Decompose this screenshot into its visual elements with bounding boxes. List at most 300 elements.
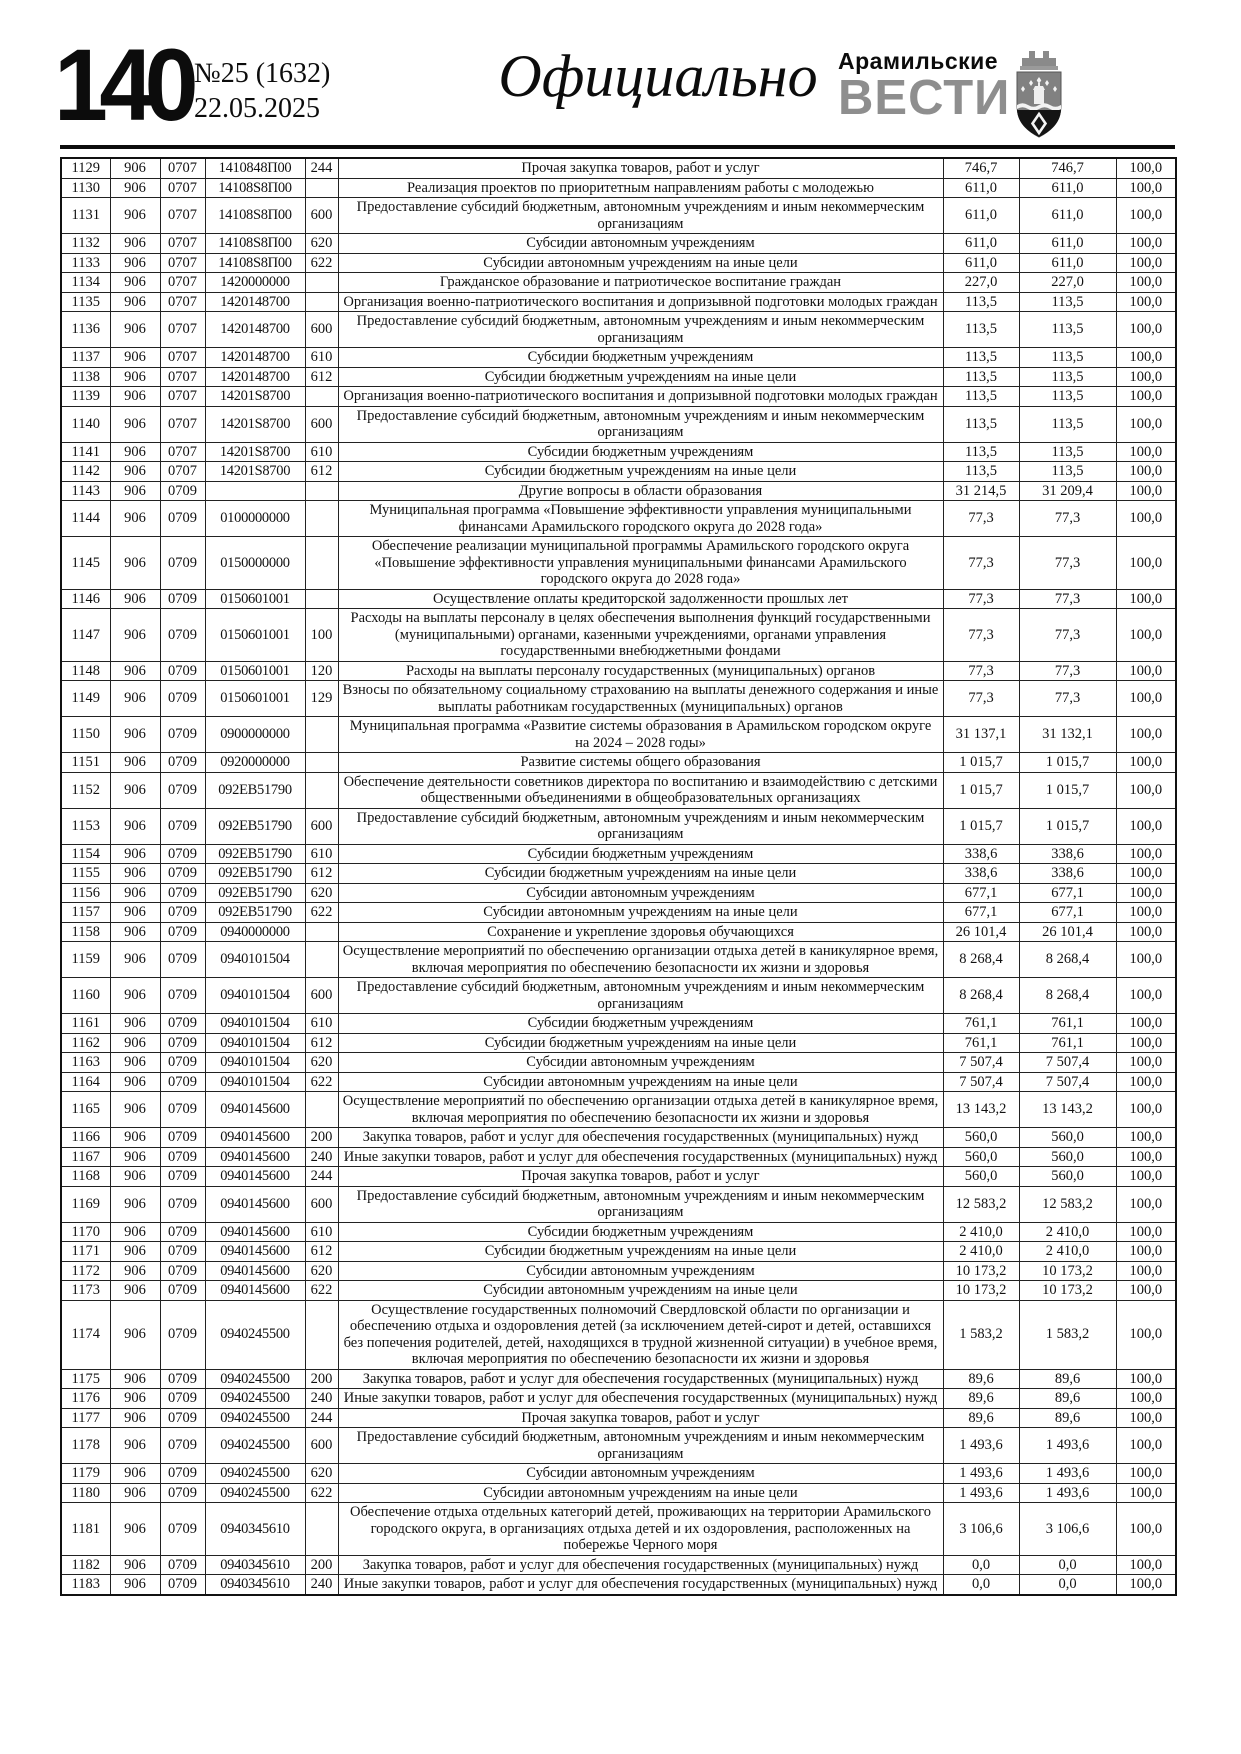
expense-description: Другие вопросы в области образования	[338, 481, 943, 501]
approved-amount: 611,0	[943, 178, 1019, 198]
row-number: 1137	[61, 348, 110, 368]
expense-description: Субсидии бюджетным учреждениям на иные цели	[338, 1033, 943, 1053]
row-number: 1182	[61, 1555, 110, 1575]
approved-amount: 560,0	[943, 1128, 1019, 1148]
executed-amount: 761,1	[1019, 1033, 1116, 1053]
grbs-code: 906	[110, 1186, 160, 1222]
approved-amount: 77,3	[943, 537, 1019, 590]
executed-amount: 89,6	[1019, 1369, 1116, 1389]
section-code: 0709	[160, 1186, 205, 1222]
section-code: 0709	[160, 903, 205, 923]
target-article-code: 14108S8П00	[205, 178, 305, 198]
row-number: 1181	[61, 1503, 110, 1556]
target-article-code: 0940345610	[205, 1503, 305, 1556]
row-number: 1159	[61, 942, 110, 978]
table-row	[61, 462, 1176, 482]
row-number: 1145	[61, 537, 110, 590]
expense-type-code: 620	[305, 883, 338, 903]
table-row	[61, 978, 1176, 1014]
section-code: 0709	[160, 537, 205, 590]
expense-type-code: 620	[305, 234, 338, 254]
expense-description: Сохранение и укрепление здоровья обучающихся	[338, 922, 943, 942]
target-article-code: 092EB51790	[205, 883, 305, 903]
table-row	[61, 903, 1176, 923]
row-number: 1166	[61, 1128, 110, 1148]
target-article-code: 0940245500	[205, 1408, 305, 1428]
section-code: 0709	[160, 1389, 205, 1409]
row-number: 1135	[61, 292, 110, 312]
grbs-code: 906	[110, 1147, 160, 1167]
approved-amount: 31 214,5	[943, 481, 1019, 501]
expense-description: Предоставление субсидий бюджетным, автономным учреждениям и иным некоммерческим организациям	[338, 978, 943, 1014]
target-article-code: 092EB51790	[205, 808, 305, 844]
expense-description: Прочая закупка товаров, работ и услуг	[338, 158, 943, 178]
section-code: 0709	[160, 661, 205, 681]
expense-description: Закупка товаров, работ и услуг для обеспечения государственных (муниципальных) нужд	[338, 1555, 943, 1575]
approved-amount: 338,6	[943, 844, 1019, 864]
expense-description: Субсидии автономным учреждениям на иные цели	[338, 1483, 943, 1503]
approved-amount: 12 583,2	[943, 1186, 1019, 1222]
executed-amount: 1 583,2	[1019, 1300, 1116, 1369]
table-row	[61, 1464, 1176, 1484]
approved-amount: 746,7	[943, 158, 1019, 178]
target-article-code: 0940245500	[205, 1300, 305, 1369]
executed-amount: 1 015,7	[1019, 808, 1116, 844]
expense-type-code: 240	[305, 1147, 338, 1167]
table-row	[61, 1281, 1176, 1301]
section-code: 0709	[160, 1261, 205, 1281]
executed-amount: 2 410,0	[1019, 1242, 1116, 1262]
section-code: 0709	[160, 1555, 205, 1575]
executed-amount: 761,1	[1019, 1014, 1116, 1034]
target-article-code: 0940145600	[205, 1128, 305, 1148]
execution-percent: 100,0	[1116, 753, 1176, 773]
grbs-code: 906	[110, 883, 160, 903]
executed-amount: 3 106,6	[1019, 1503, 1116, 1556]
target-article-code: 0940101504	[205, 1072, 305, 1092]
execution-percent: 100,0	[1116, 273, 1176, 293]
expense-description: Предоставление субсидий бюджетным, автономным учреждениям и иным некоммерческим организациям	[338, 198, 943, 234]
grbs-code: 906	[110, 1483, 160, 1503]
section-code: 0709	[160, 1483, 205, 1503]
row-number: 1158	[61, 922, 110, 942]
approved-amount: 1 583,2	[943, 1300, 1019, 1369]
grbs-code: 906	[110, 1072, 160, 1092]
table-row	[61, 1167, 1176, 1187]
section-code: 0709	[160, 589, 205, 609]
issue-number: №25 (1632)	[194, 58, 331, 89]
expense-type-code: 612	[305, 367, 338, 387]
table-row	[61, 753, 1176, 773]
executed-amount: 13 143,2	[1019, 1092, 1116, 1128]
row-number: 1143	[61, 481, 110, 501]
expense-description: Субсидии бюджетным учреждениям на иные цели	[338, 367, 943, 387]
execution-percent: 100,0	[1116, 1092, 1176, 1128]
table-row	[61, 1186, 1176, 1222]
execution-percent: 100,0	[1116, 589, 1176, 609]
approved-amount: 89,6	[943, 1408, 1019, 1428]
table-row	[61, 198, 1176, 234]
section-code: 0709	[160, 883, 205, 903]
row-number: 1171	[61, 1242, 110, 1262]
approved-amount: 77,3	[943, 609, 1019, 662]
executed-amount: 227,0	[1019, 273, 1116, 293]
target-article-code: 0940245500	[205, 1369, 305, 1389]
row-number: 1156	[61, 883, 110, 903]
expense-description: Субсидии бюджетным учреждениям на иные цели	[338, 1242, 943, 1262]
expense-type-code: 610	[305, 1222, 338, 1242]
table-row	[61, 234, 1176, 254]
target-article-code: 0940101504	[205, 942, 305, 978]
section-code: 0709	[160, 1128, 205, 1148]
section-code: 0709	[160, 1072, 205, 1092]
expense-type-code	[305, 772, 338, 808]
execution-percent: 100,0	[1116, 864, 1176, 884]
row-number: 1130	[61, 178, 110, 198]
execution-percent: 100,0	[1116, 1186, 1176, 1222]
approved-amount: 26 101,4	[943, 922, 1019, 942]
table-row	[61, 292, 1176, 312]
executed-amount: 677,1	[1019, 883, 1116, 903]
table-row	[61, 1053, 1176, 1073]
approved-amount: 1 015,7	[943, 772, 1019, 808]
expense-description: Гражданское образование и патриотическое воспитание граждан	[338, 273, 943, 293]
expense-type-code: 200	[305, 1555, 338, 1575]
grbs-code: 906	[110, 922, 160, 942]
target-article-code: 0940101504	[205, 1014, 305, 1034]
row-number: 1170	[61, 1222, 110, 1242]
approved-amount: 227,0	[943, 273, 1019, 293]
execution-percent: 100,0	[1116, 253, 1176, 273]
target-article-code: 0150601001	[205, 589, 305, 609]
expense-type-code: 610	[305, 1014, 338, 1034]
section-code: 0707	[160, 273, 205, 293]
table-row	[61, 178, 1176, 198]
execution-percent: 100,0	[1116, 442, 1176, 462]
table-row	[61, 1503, 1176, 1556]
table-row	[61, 442, 1176, 462]
expense-description: Взносы по обязательному социальному страхованию на выплаты денежного содержания и иные выплаты работникам государственных (муниципальных) органов	[338, 681, 943, 717]
execution-percent: 100,0	[1116, 387, 1176, 407]
expense-description: Организация военно-патриотического воспитания и допризывной подготовки молодых граждан	[338, 387, 943, 407]
execution-percent: 100,0	[1116, 1128, 1176, 1148]
executed-amount: 113,5	[1019, 462, 1116, 482]
table-row	[61, 864, 1176, 884]
expense-description: Реализация проектов по приоритетным направлениям работы с молодежью	[338, 178, 943, 198]
newspaper-logo	[838, 48, 1011, 125]
execution-percent: 100,0	[1116, 1555, 1176, 1575]
expense-type-code	[305, 717, 338, 753]
expense-description: Муниципальная программа «Развитие системы образования в Арамильском городском округе на 2024 – 2028 годы»	[338, 717, 943, 753]
approved-amount: 113,5	[943, 442, 1019, 462]
expense-type-code: 600	[305, 978, 338, 1014]
executed-amount: 1 493,6	[1019, 1483, 1116, 1503]
table-row	[61, 1242, 1176, 1262]
grbs-code: 906	[110, 537, 160, 590]
table-row	[61, 589, 1176, 609]
table-row	[61, 661, 1176, 681]
execution-percent: 100,0	[1116, 883, 1176, 903]
expense-description: Субсидии автономным учреждениям	[338, 234, 943, 254]
section-code: 0709	[160, 922, 205, 942]
expense-type-code: 622	[305, 1483, 338, 1503]
coat-of-arms-icon	[1006, 42, 1072, 142]
expense-description: Прочая закупка товаров, работ и услуг	[338, 1408, 943, 1428]
grbs-code: 906	[110, 1222, 160, 1242]
section-code: 0709	[160, 1503, 205, 1556]
logo-text-top: Арамильские	[838, 48, 999, 74]
expense-type-code: 612	[305, 1033, 338, 1053]
approved-amount: 338,6	[943, 864, 1019, 884]
target-article-code: 1420148700	[205, 348, 305, 368]
execution-percent: 100,0	[1116, 1503, 1176, 1556]
grbs-code: 906	[110, 312, 160, 348]
table-row	[61, 406, 1176, 442]
target-article-code: 0940145600	[205, 1167, 305, 1187]
executed-amount: 746,7	[1019, 158, 1116, 178]
section-code: 0709	[160, 501, 205, 537]
table-row	[61, 1033, 1176, 1053]
grbs-code: 906	[110, 808, 160, 844]
grbs-code: 906	[110, 772, 160, 808]
table-row	[61, 1483, 1176, 1503]
expense-description: Субсидии автономным учреждениям	[338, 1053, 943, 1073]
approved-amount: 677,1	[943, 903, 1019, 923]
grbs-code: 906	[110, 1503, 160, 1556]
approved-amount: 113,5	[943, 312, 1019, 348]
expense-type-code: 612	[305, 462, 338, 482]
section-code: 0707	[160, 253, 205, 273]
expense-type-code: 600	[305, 1428, 338, 1464]
row-number: 1150	[61, 717, 110, 753]
approved-amount: 3 106,6	[943, 1503, 1019, 1556]
approved-amount: 113,5	[943, 367, 1019, 387]
target-article-code: 14108S8П00	[205, 234, 305, 254]
expense-type-code: 622	[305, 1072, 338, 1092]
target-article-code: 092EB51790	[205, 844, 305, 864]
grbs-code: 906	[110, 1053, 160, 1073]
grbs-code: 906	[110, 292, 160, 312]
row-number: 1179	[61, 1464, 110, 1484]
approved-amount: 560,0	[943, 1147, 1019, 1167]
expense-description: Расходы на выплаты персоналу в целях обеспечения выполнения функций государственными (муниципальными) органами, казенными учреждениями, органами управления государственными внебюджетными фондами	[338, 609, 943, 662]
grbs-code: 906	[110, 462, 160, 482]
section-code: 0709	[160, 1147, 205, 1167]
table-row	[61, 537, 1176, 590]
approved-amount: 1 493,6	[943, 1464, 1019, 1484]
expense-type-code: 622	[305, 253, 338, 273]
expense-type-code	[305, 481, 338, 501]
grbs-code: 906	[110, 178, 160, 198]
approved-amount: 1 493,6	[943, 1428, 1019, 1464]
row-number: 1163	[61, 1053, 110, 1073]
table-row	[61, 883, 1176, 903]
executed-amount: 611,0	[1019, 253, 1116, 273]
table-row	[61, 1428, 1176, 1464]
execution-percent: 100,0	[1116, 462, 1176, 482]
row-number: 1173	[61, 1281, 110, 1301]
expense-description: Прочая закупка товаров, работ и услуг	[338, 1167, 943, 1187]
expense-description: Предоставление субсидий бюджетным, автономным учреждениям и иным некоммерческим организациям	[338, 808, 943, 844]
execution-percent: 100,0	[1116, 1167, 1176, 1187]
row-number: 1140	[61, 406, 110, 442]
executed-amount: 77,3	[1019, 501, 1116, 537]
execution-percent: 100,0	[1116, 1408, 1176, 1428]
row-number: 1141	[61, 442, 110, 462]
table-row	[61, 1128, 1176, 1148]
expense-type-code: 600	[305, 1186, 338, 1222]
executed-amount: 77,3	[1019, 661, 1116, 681]
executed-amount: 113,5	[1019, 387, 1116, 407]
execution-percent: 100,0	[1116, 406, 1176, 442]
row-number: 1146	[61, 589, 110, 609]
approved-amount: 113,5	[943, 348, 1019, 368]
target-article-code: 0940145600	[205, 1261, 305, 1281]
section-code: 0709	[160, 1033, 205, 1053]
expense-description: Обеспечение реализации муниципальной программы Арамильского городского округа «Повышение эффективности управления муниципальными финансами Арамильского городского округа до 2028 года»	[338, 537, 943, 590]
expense-type-code	[305, 1503, 338, 1556]
table-row	[61, 1092, 1176, 1128]
approved-amount: 611,0	[943, 253, 1019, 273]
expense-type-code	[305, 942, 338, 978]
execution-percent: 100,0	[1116, 367, 1176, 387]
approved-amount: 1 493,6	[943, 1483, 1019, 1503]
row-number: 1131	[61, 198, 110, 234]
table-row	[61, 387, 1176, 407]
target-article-code: 0150601001	[205, 681, 305, 717]
executed-amount: 560,0	[1019, 1167, 1116, 1187]
expense-description: Муниципальная программа «Повышение эффективности управления муниципальными финансами Арамильского городского округа до 2028 года»	[338, 501, 943, 537]
grbs-code: 906	[110, 589, 160, 609]
table-row	[61, 1147, 1176, 1167]
execution-percent: 100,0	[1116, 1281, 1176, 1301]
section-code: 0709	[160, 1242, 205, 1262]
expense-description: Осуществление оплаты кредиторской задолженности прошлых лет	[338, 589, 943, 609]
budget-execution-table	[60, 157, 1177, 1596]
expense-description: Субсидии автономным учреждениям	[338, 1261, 943, 1281]
grbs-code: 906	[110, 1014, 160, 1034]
expense-description: Субсидии бюджетным учреждениям	[338, 442, 943, 462]
approved-amount: 89,6	[943, 1369, 1019, 1389]
grbs-code: 906	[110, 1261, 160, 1281]
table-row	[61, 681, 1176, 717]
row-number: 1133	[61, 253, 110, 273]
target-article-code: 0940145600	[205, 1147, 305, 1167]
expense-type-code: 600	[305, 406, 338, 442]
table-row	[61, 1389, 1176, 1409]
execution-percent: 100,0	[1116, 1072, 1176, 1092]
row-number: 1161	[61, 1014, 110, 1034]
section-code: 0707	[160, 158, 205, 178]
grbs-code: 906	[110, 501, 160, 537]
table-row	[61, 273, 1176, 293]
page-number: 140	[54, 28, 191, 142]
section-code: 0707	[160, 462, 205, 482]
execution-percent: 100,0	[1116, 1053, 1176, 1073]
expense-description: Субсидии бюджетным учреждениям	[338, 348, 943, 368]
table-row	[61, 367, 1176, 387]
approved-amount: 113,5	[943, 292, 1019, 312]
approved-amount: 0,0	[943, 1555, 1019, 1575]
expense-type-code: 610	[305, 844, 338, 864]
table-row	[61, 772, 1176, 808]
grbs-code: 906	[110, 609, 160, 662]
target-article-code: 0150601001	[205, 609, 305, 662]
executed-amount: 560,0	[1019, 1147, 1116, 1167]
target-article-code: 0940145600	[205, 1222, 305, 1242]
expense-type-code	[305, 1300, 338, 1369]
target-article-code: 14108S8П00	[205, 198, 305, 234]
executed-amount: 12 583,2	[1019, 1186, 1116, 1222]
executed-amount: 113,5	[1019, 292, 1116, 312]
approved-amount: 761,1	[943, 1033, 1019, 1053]
row-number: 1183	[61, 1575, 110, 1595]
row-number: 1148	[61, 661, 110, 681]
target-article-code: 0940245500	[205, 1389, 305, 1409]
masthead	[0, 0, 1241, 150]
executed-amount: 7 507,4	[1019, 1072, 1116, 1092]
expense-description: Субсидии бюджетным учреждениям	[338, 1222, 943, 1242]
grbs-code: 906	[110, 1281, 160, 1301]
section-code: 0709	[160, 808, 205, 844]
row-number: 1149	[61, 681, 110, 717]
execution-percent: 100,0	[1116, 1033, 1176, 1053]
target-article-code: 0940101504	[205, 1033, 305, 1053]
grbs-code: 906	[110, 681, 160, 717]
section-code: 0709	[160, 1092, 205, 1128]
target-article-code: 092EB51790	[205, 772, 305, 808]
execution-percent: 100,0	[1116, 1464, 1176, 1484]
target-article-code: 0940145600	[205, 1242, 305, 1262]
execution-percent: 100,0	[1116, 942, 1176, 978]
section-code: 0709	[160, 1408, 205, 1428]
expense-type-code: 620	[305, 1464, 338, 1484]
grbs-code: 906	[110, 367, 160, 387]
logo-text-bottom: ВЕСТИ	[838, 71, 1011, 125]
target-article-code: 0940101504	[205, 1053, 305, 1073]
approved-amount: 10 173,2	[943, 1281, 1019, 1301]
issue-block	[194, 56, 330, 126]
grbs-code: 906	[110, 1575, 160, 1595]
approved-amount: 77,3	[943, 681, 1019, 717]
table-row	[61, 1408, 1176, 1428]
executed-amount: 8 268,4	[1019, 942, 1116, 978]
section-code: 0709	[160, 942, 205, 978]
executed-amount: 77,3	[1019, 589, 1116, 609]
grbs-code: 906	[110, 273, 160, 293]
expense-type-code: 610	[305, 442, 338, 462]
approved-amount: 611,0	[943, 198, 1019, 234]
table-row	[61, 158, 1176, 178]
grbs-code: 906	[110, 1389, 160, 1409]
execution-percent: 100,0	[1116, 537, 1176, 590]
execution-percent: 100,0	[1116, 312, 1176, 348]
grbs-code: 906	[110, 1242, 160, 1262]
expense-description: Субсидии бюджетным учреждениям на иные цели	[338, 864, 943, 884]
executed-amount: 677,1	[1019, 903, 1116, 923]
execution-percent: 100,0	[1116, 1147, 1176, 1167]
grbs-code: 906	[110, 1167, 160, 1187]
expense-type-code: 200	[305, 1369, 338, 1389]
approved-amount: 31 137,1	[943, 717, 1019, 753]
grbs-code: 906	[110, 903, 160, 923]
grbs-code: 906	[110, 481, 160, 501]
row-number: 1168	[61, 1167, 110, 1187]
section-code: 0709	[160, 864, 205, 884]
section-code: 0707	[160, 312, 205, 348]
execution-percent: 100,0	[1116, 1389, 1176, 1409]
expense-type-code: 200	[305, 1128, 338, 1148]
